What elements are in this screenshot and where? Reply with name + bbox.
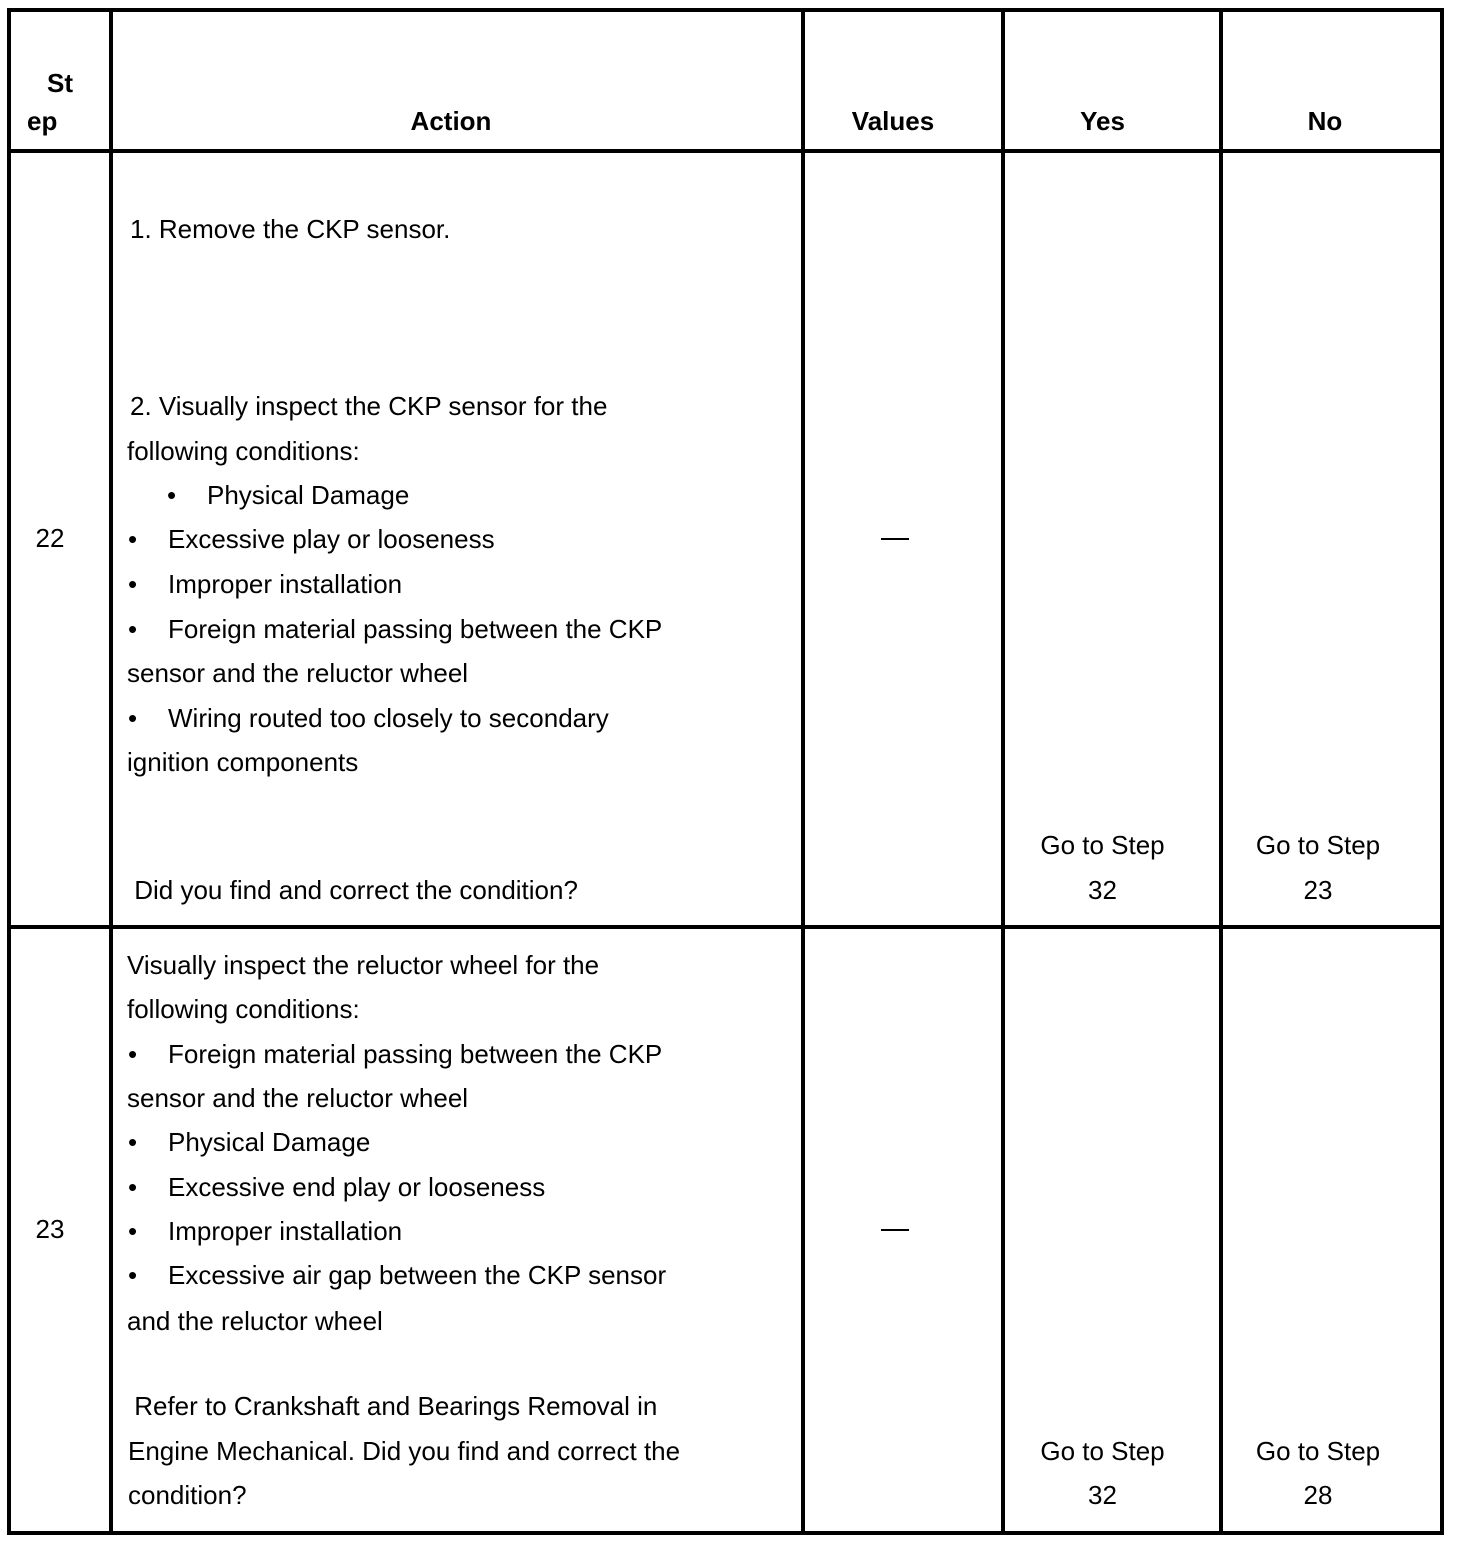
header-step-line1: St bbox=[47, 68, 73, 98]
no-step: 28 bbox=[1303, 1480, 1333, 1510]
no-goto: Go to Step bbox=[1255, 830, 1381, 860]
list-item: • Foreign material passing between the CKP bbox=[128, 1039, 663, 1069]
list-item: • Excessive air gap between the CKP sensor bbox=[128, 1260, 667, 1290]
list-item: • Excessive end play or looseness bbox=[128, 1172, 546, 1202]
em-dash-mark bbox=[881, 538, 909, 540]
action-text: sensor and the reluctor wheel bbox=[127, 1083, 469, 1113]
column-divider bbox=[109, 12, 113, 1531]
row-divider bbox=[11, 925, 1440, 929]
list-item: • Foreign material passing between the CKP bbox=[128, 614, 663, 644]
list-item: • Improper installation bbox=[128, 569, 403, 599]
action-text: and the reluctor wheel bbox=[127, 1306, 383, 1336]
step-number: 22 bbox=[35, 523, 65, 553]
action-question: Did you find and correct the condition? bbox=[127, 875, 578, 905]
header-no: No bbox=[1307, 106, 1343, 136]
list-item: • Physical Damage bbox=[128, 1127, 371, 1157]
action-text: following conditions: bbox=[127, 994, 360, 1024]
header-action: Action bbox=[410, 106, 492, 136]
yes-step: 32 bbox=[1088, 875, 1117, 905]
no-goto: Go to Step bbox=[1255, 1436, 1381, 1466]
action-text: following conditions: bbox=[127, 436, 360, 466]
list-item: • Improper installation bbox=[128, 1216, 403, 1246]
column-divider bbox=[1001, 12, 1005, 1531]
header-step-line2: ep bbox=[27, 106, 58, 136]
yes-step: 32 bbox=[1088, 1480, 1117, 1510]
column-divider bbox=[801, 12, 805, 1531]
list-item: • Excessive play or looseness bbox=[128, 524, 495, 554]
yes-goto: Go to Step bbox=[1040, 1436, 1165, 1466]
yes-goto: Go to Step bbox=[1040, 830, 1165, 860]
action-item: 1. Remove the CKP sensor. bbox=[130, 214, 451, 244]
header-values: Values bbox=[851, 106, 935, 136]
list-item: • Wiring routed too closely to secondary bbox=[128, 703, 609, 733]
action-question: Refer to Crankshaft and Bearings Removal in bbox=[127, 1391, 658, 1421]
header-yes: Yes bbox=[1080, 106, 1125, 136]
action-text: Visually inspect the reluctor wheel for the bbox=[127, 950, 600, 980]
em-dash-mark bbox=[881, 1229, 909, 1231]
action-question: Engine Mechanical. Did you find and correct the bbox=[128, 1436, 681, 1466]
column-divider bbox=[1219, 12, 1223, 1531]
action-text: sensor and the reluctor wheel bbox=[127, 658, 469, 688]
step-number: 23 bbox=[35, 1214, 65, 1244]
action-text: ignition components bbox=[127, 747, 359, 777]
action-item: 2. Visually inspect the CKP sensor for the bbox=[130, 391, 608, 421]
no-step: 23 bbox=[1303, 875, 1333, 905]
row-divider bbox=[11, 149, 1440, 153]
list-item: • Physical Damage bbox=[167, 480, 410, 510]
action-question: condition? bbox=[128, 1480, 247, 1510]
